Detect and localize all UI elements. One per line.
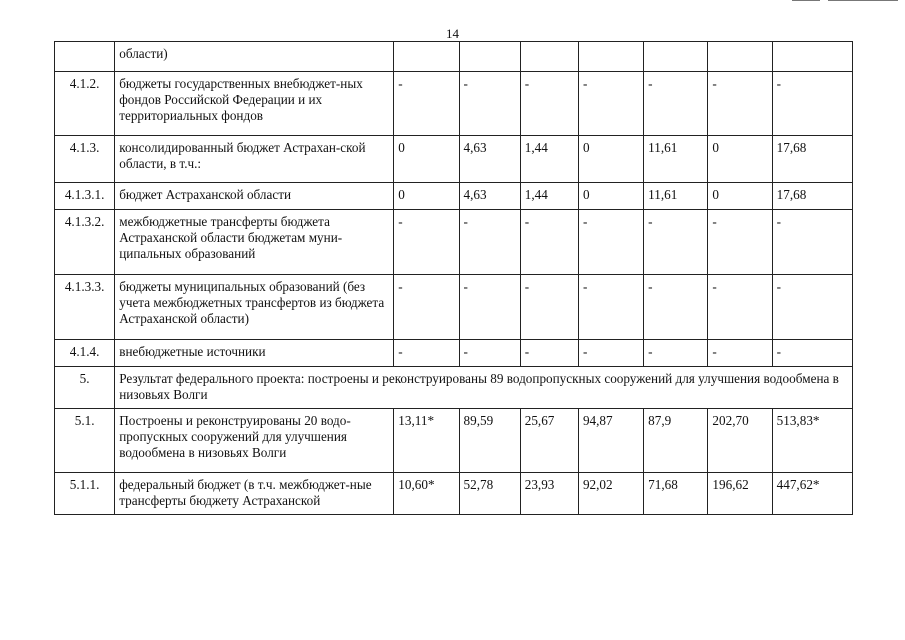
value-cell: 0 xyxy=(708,183,772,210)
value-cell: - xyxy=(772,72,852,136)
value-cell xyxy=(520,42,578,72)
value-cell: - xyxy=(578,275,643,340)
value-cell: 0 xyxy=(394,136,459,183)
value-cell: 0 xyxy=(708,136,772,183)
value-cell xyxy=(708,42,772,72)
value-cell: - xyxy=(644,340,708,367)
table-row xyxy=(55,340,853,367)
value-cell: - xyxy=(708,340,772,367)
value-cell: 1,44 xyxy=(520,136,578,183)
value-cell: - xyxy=(578,340,643,367)
table-row xyxy=(55,72,853,136)
row-number: 4.1.3.2. xyxy=(55,210,115,275)
value-cell: - xyxy=(394,275,459,340)
value-cell: 0 xyxy=(578,183,643,210)
value-cell: 17,68 xyxy=(772,136,852,183)
value-cell: - xyxy=(520,340,578,367)
value-cell: - xyxy=(520,72,578,136)
value-cell: 25,67 xyxy=(520,409,578,473)
value-cell: 447,62* xyxy=(772,473,852,515)
section-row xyxy=(55,367,853,409)
value-cell: 11,61 xyxy=(644,183,708,210)
value-cell: 92,02 xyxy=(578,473,643,515)
value-cell: - xyxy=(708,275,772,340)
value-cell: - xyxy=(772,210,852,275)
value-cell: - xyxy=(459,210,520,275)
value-cell: - xyxy=(520,275,578,340)
table-row xyxy=(55,210,853,275)
row-description: внебюджетные источники xyxy=(115,340,394,367)
value-cell: - xyxy=(520,210,578,275)
value-cell: 513,83* xyxy=(772,409,852,473)
row-number: 4.1.4. xyxy=(55,340,115,367)
value-cell: 1,44 xyxy=(520,183,578,210)
table-row xyxy=(55,275,853,340)
page-number: 14 xyxy=(446,26,459,41)
top-rule-right xyxy=(828,0,898,1)
row-description: консолидированный бюджет Астрахан-ской области, в т.ч.: xyxy=(115,136,394,183)
value-cell: - xyxy=(459,72,520,136)
value-cell: - xyxy=(578,210,643,275)
row-number: 5.1.1. xyxy=(55,473,115,515)
value-cell: 4,63 xyxy=(459,183,520,210)
value-cell xyxy=(772,42,852,72)
value-cell: 13,11* xyxy=(394,409,459,473)
value-cell: - xyxy=(644,275,708,340)
value-cell: - xyxy=(708,210,772,275)
row-number: 4.1.3.1. xyxy=(55,183,115,210)
row-description: бюджеты муниципальных образований (без учета межбюджетных трансфертов из бюджета Астраханской области) xyxy=(115,275,394,340)
value-cell: 89,59 xyxy=(459,409,520,473)
value-cell: 11,61 xyxy=(644,136,708,183)
value-cell: 0 xyxy=(394,183,459,210)
value-cell xyxy=(394,42,459,72)
value-cell: 52,78 xyxy=(459,473,520,515)
value-cell: 87,9 xyxy=(644,409,708,473)
value-cell: - xyxy=(772,340,852,367)
value-cell: 10,60* xyxy=(394,473,459,515)
row-number xyxy=(55,42,115,72)
value-cell: 202,70 xyxy=(708,409,772,473)
value-cell xyxy=(644,42,708,72)
row-description: федеральный бюджет (в т.ч. межбюджет-ные трансферты бюджету Астраханской xyxy=(115,473,394,515)
row-description: межбюджетные трансферты бюджета Астраханской области бюджетам муни-ципальных образований xyxy=(115,210,394,275)
value-cell: - xyxy=(394,72,459,136)
value-cell: 23,93 xyxy=(520,473,578,515)
row-description: Построены и реконструированы 20 водо-пропускных сооружений для улучшения водообмена в низовьях Волги xyxy=(115,409,394,473)
row-number: 5. xyxy=(55,367,115,409)
value-cell: - xyxy=(708,72,772,136)
table-row xyxy=(55,183,853,210)
value-cell: - xyxy=(459,275,520,340)
row-description: области) xyxy=(115,42,394,72)
row-description: бюджеты государственных внебюджет-ных фондов Российской Федерации и их территориальных фондов xyxy=(115,72,394,136)
value-cell xyxy=(459,42,520,72)
row-number: 4.1.2. xyxy=(55,72,115,136)
value-cell: 94,87 xyxy=(578,409,643,473)
row-number: 4.1.3.3. xyxy=(55,275,115,340)
table-row xyxy=(55,409,853,473)
value-cell: 71,68 xyxy=(644,473,708,515)
value-cell: - xyxy=(644,72,708,136)
value-cell: - xyxy=(394,340,459,367)
row-number: 5.1. xyxy=(55,409,115,473)
value-cell: 17,68 xyxy=(772,183,852,210)
value-cell: - xyxy=(459,340,520,367)
row-description: бюджет Астраханской области xyxy=(115,183,394,210)
value-cell: - xyxy=(644,210,708,275)
value-cell: 196,62 xyxy=(708,473,772,515)
value-cell xyxy=(578,42,643,72)
table-row xyxy=(55,42,853,72)
value-cell: 4,63 xyxy=(459,136,520,183)
row-number: 4.1.3. xyxy=(55,136,115,183)
value-cell: - xyxy=(578,72,643,136)
value-cell: - xyxy=(772,275,852,340)
table-row xyxy=(55,136,853,183)
table-row xyxy=(55,473,853,515)
top-rule-left xyxy=(792,0,820,1)
budget-table xyxy=(54,41,853,515)
section-title: Результат федерального проекта: построены и реконструированы 89 водопропускных сооружений для улучшения водообмена в низовьях Волги xyxy=(115,367,853,409)
value-cell: 0 xyxy=(578,136,643,183)
value-cell: - xyxy=(394,210,459,275)
